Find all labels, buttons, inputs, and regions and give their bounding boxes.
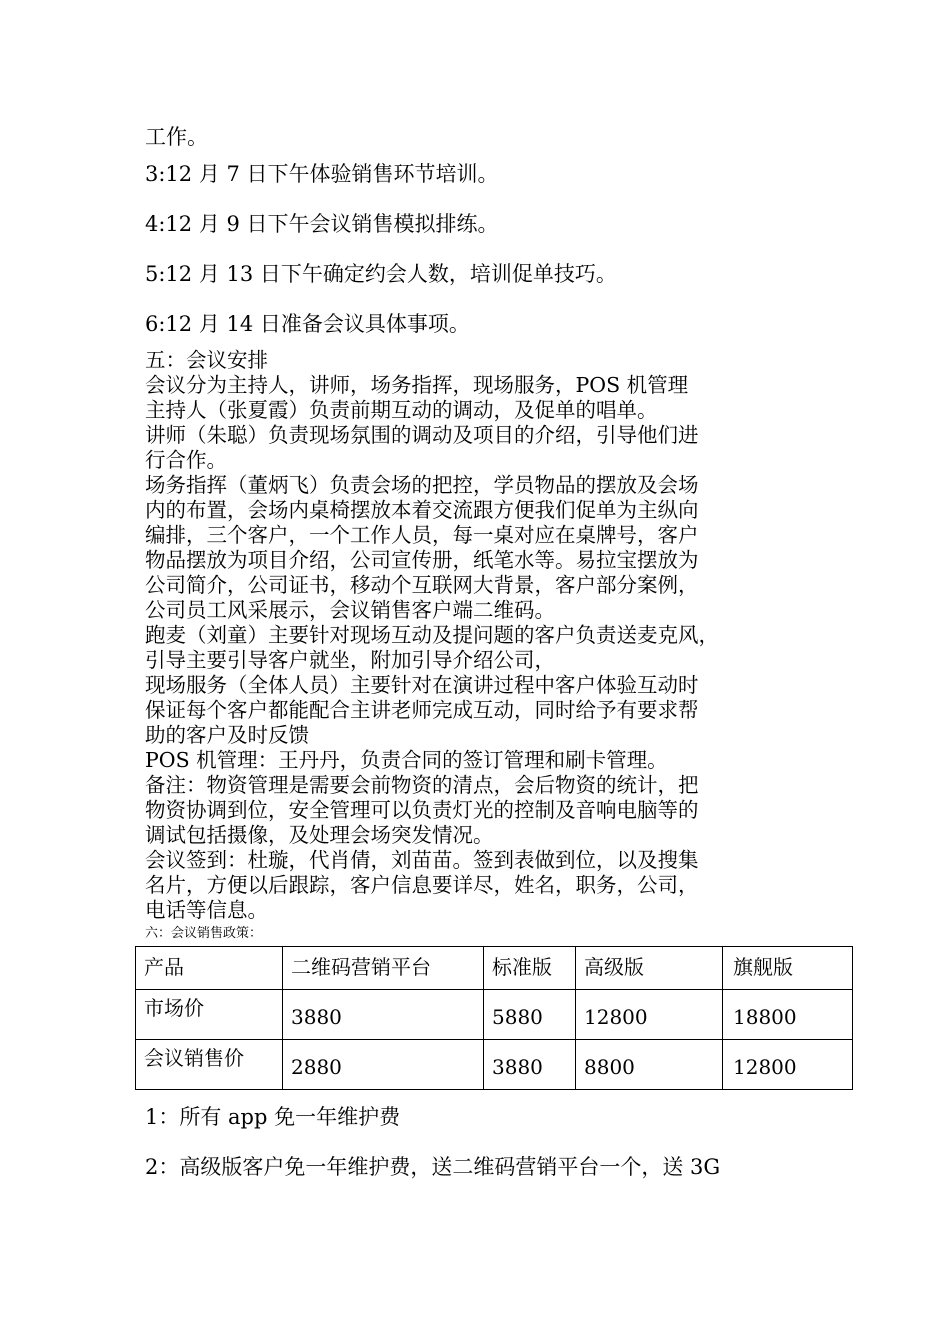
text-line: POS 机管理：王丹丹，负责合同的签订管理和刷卡管理。	[145, 748, 668, 772]
pricing-table	[135, 946, 853, 1090]
table-cell: 18800	[723, 990, 853, 1040]
text-line: 会议签到：杜璇，代肖倩，刘苗苗。签到表做到位，以及搜集	[145, 848, 699, 872]
table-header-cell: 高级版	[576, 947, 723, 990]
table-cell: 12800	[576, 990, 723, 1040]
text-line: 公司员工风采展示，会议销售客户端二维码。	[145, 598, 555, 622]
text-line: 保证每个客户都能配合主讲老师完成互动，同时给予有要求帮	[145, 698, 699, 722]
text-line: 1：所有 app 免一年维护费	[145, 1105, 401, 1129]
text-line: 工作。	[145, 125, 208, 149]
table-cell: 3880	[283, 990, 484, 1040]
table-cell: 2880	[283, 1040, 484, 1090]
text-line: 公司简介，公司证书，移动个互联网大背景，客户部分案例，	[145, 573, 699, 597]
text-line: 内的布置，会场内桌椅摆放本着交流跟方便我们促单为主纵向	[145, 498, 699, 522]
table-header-row	[136, 947, 853, 990]
table-header-cell: 二维码营销平台	[283, 947, 484, 990]
text-line: 场务指挥（董炳飞）负责会场的把控，学员物品的摆放及会场	[145, 473, 699, 497]
text-line: 4:12 月 9 日下午会议销售模拟排练。	[145, 212, 499, 236]
text-line: 6:12 月 14 日准备会议具体事项。	[145, 312, 470, 336]
table-cell: 3880	[484, 1040, 576, 1090]
text-line: 现场服务（全体人员）主要针对在演讲过程中客户体验互动时	[145, 673, 699, 697]
row-label-cell: 市场价	[136, 990, 283, 1040]
text-line: 名片，方便以后跟踪，客户信息要详尽，姓名，职务，公司，	[145, 873, 699, 897]
text-line: 备注：物资管理是需要会前物资的清点，会后物资的统计，把	[145, 773, 699, 797]
text-line: 物品摆放为项目介绍，公司宣传册，纸笔水等。易拉宝摆放为	[145, 548, 699, 572]
text-line: 3:12 月 7 日下午体验销售环节培训。	[145, 162, 499, 186]
text-line: 编排，三个客户，一个工作人员，每一桌对应在桌牌号，客户	[145, 523, 699, 547]
text-line: 引导主要引导客户就坐，附加引导介绍公司，	[145, 648, 555, 672]
row-label-cell: 会议销售价	[136, 1040, 283, 1090]
table-row	[136, 990, 853, 1040]
text-line: 行合作。	[145, 448, 227, 472]
table-header-cell: 产品	[136, 947, 283, 990]
text-line: 物资协调到位，安全管理可以负责灯光的控制及音响电脑等的	[145, 798, 699, 822]
text-line: 2：高级版客户免一年维护费，送二维码营销平台一个，送 3G	[145, 1155, 721, 1179]
table-header-cell: 旗舰版	[723, 947, 853, 990]
table-cell: 5880	[484, 990, 576, 1040]
text-line: 调试包括摄像，及处理会场突发情况。	[145, 823, 494, 847]
section-heading: 五：会议安排	[145, 348, 268, 372]
table-cell: 8800	[576, 1040, 723, 1090]
text-line: 主持人（张夏霞）负责前期互动的调动，及促单的唱单。	[145, 398, 658, 422]
text-line: 助的客户及时反馈	[145, 723, 309, 747]
text-line: 跑麦（刘童）主要针对现场互动及提问题的客户负责送麦克风，	[145, 623, 719, 647]
text-line: 讲师（朱聪）负责现场氛围的调动及项目的介绍，引导他们进	[145, 423, 699, 447]
table-cell: 12800	[723, 1040, 853, 1090]
section-heading: 六：会议销售政策：	[145, 926, 263, 941]
text-line: 5:12 月 13 日下午确定约会人数，培训促单技巧。	[145, 262, 617, 286]
table-header-cell: 标准版	[484, 947, 576, 990]
table-row	[136, 1040, 853, 1090]
text-line: 电话等信息。	[145, 898, 268, 922]
text-line: 会议分为主持人，讲师，场务指挥，现场服务，POS 机管理	[145, 373, 689, 397]
